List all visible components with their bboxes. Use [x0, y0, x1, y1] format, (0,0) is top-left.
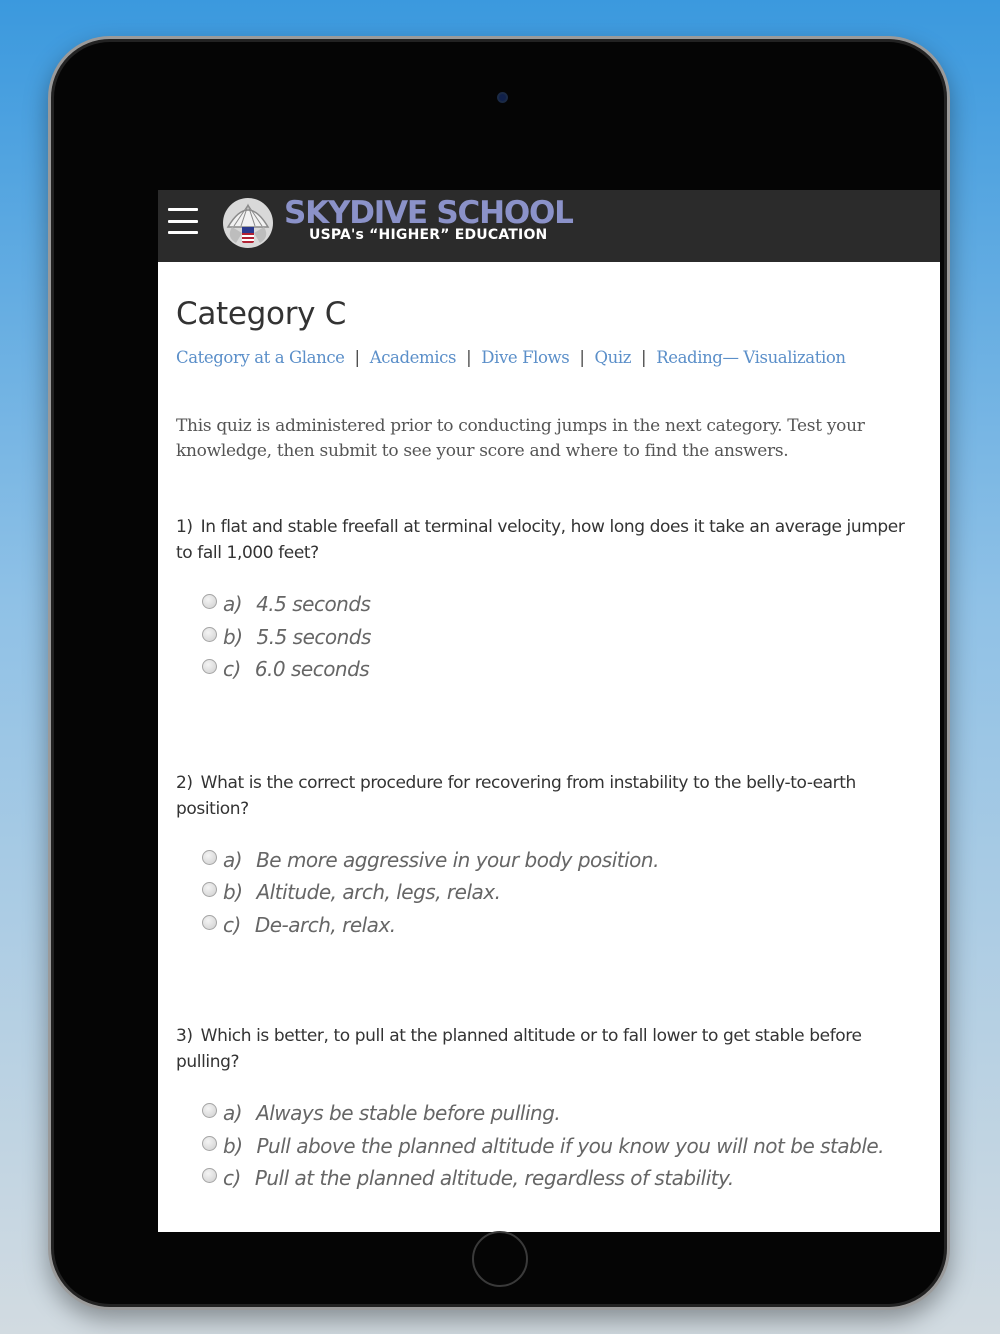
quiz-intro: This quiz is administered prior to conducting jumps in the next category. Test your knowledge, then submit to see your score and where to find the answers. [176, 416, 865, 461]
answer-option[interactable] [202, 621, 922, 654]
radio-button[interactable] [202, 1168, 217, 1183]
option-letter: c) [223, 657, 241, 681]
option-text: 6.0 seconds [254, 657, 370, 681]
option-text: Pull at the planned altitude, regardless of stability. [254, 1166, 734, 1190]
question-3 [176, 1023, 922, 1195]
answer-option[interactable] [202, 588, 922, 621]
radio-button[interactable] [202, 1136, 217, 1151]
option-letter: a) [223, 1101, 243, 1125]
answer-option[interactable] [202, 653, 922, 686]
answer-options [176, 844, 922, 942]
nav-link-quiz[interactable]: Quiz [594, 348, 632, 367]
radio-button[interactable] [202, 659, 217, 674]
option-letter: b) [223, 1133, 243, 1158]
nav-link-academics[interactable]: Academics [369, 348, 457, 367]
question-text [176, 514, 922, 566]
question-body: In flat and stable freefall at terminal velocity, how long does it take an average jumper to fall 1,000 feet? [176, 517, 905, 563]
question-text [176, 770, 922, 822]
logo-subtitle: USPA's “HIGHER” EDUCATION [309, 227, 548, 243]
answer-option[interactable] [202, 876, 922, 909]
option-letter: c) [223, 912, 241, 937]
camera-icon [497, 92, 508, 103]
answer-options [176, 588, 922, 686]
nav-separator: | [354, 348, 360, 367]
nav-separator: | [641, 348, 647, 367]
screen [158, 190, 940, 1232]
answer-option[interactable] [202, 1097, 922, 1130]
nav-separator: | [579, 348, 585, 367]
question-number: 2) [176, 772, 193, 793]
option-text: De-arch, relax. [254, 912, 396, 937]
option-letter: a) [223, 592, 243, 616]
option-text: Pull above the planned altitude if you know you will not be stable. [256, 1133, 885, 1158]
question-1 [176, 514, 922, 686]
question-number: 1) [176, 517, 193, 537]
option-letter: c) [223, 1166, 241, 1190]
nav-link-reading-visualization[interactable]: Reading— Visualization [656, 348, 846, 367]
answer-option[interactable] [202, 1130, 922, 1163]
option-letter: a) [223, 847, 243, 872]
question-body: Which is better, to pull at the planned altitude or to fall lower to get stable before pulling? [176, 1026, 862, 1072]
option-text: Be more aggressive in your body position. [256, 847, 659, 872]
option-text: 4.5 seconds [256, 592, 371, 616]
radio-button[interactable] [202, 850, 217, 865]
question-2 [176, 770, 922, 942]
radio-button[interactable] [202, 882, 217, 897]
nav-link-dive-flows[interactable]: Dive Flows [481, 348, 570, 367]
skydive-badge-logo[interactable] [222, 197, 274, 249]
home-button[interactable] [472, 1231, 528, 1287]
tablet-frame [48, 36, 950, 1310]
option-text: Always be stable before pulling. [256, 1101, 561, 1125]
question-body: What is the correct procedure for recovering from instability to the belly-to-earth position? [176, 772, 856, 819]
category-nav [176, 348, 922, 367]
page-title: Category C [176, 296, 347, 332]
nav-separator: | [466, 348, 472, 367]
radio-button[interactable] [202, 1103, 217, 1118]
question-text [176, 1023, 922, 1075]
main-content [158, 262, 940, 1195]
answer-option[interactable] [202, 844, 922, 877]
question-number: 3) [176, 1026, 193, 1046]
menu-icon[interactable] [168, 206, 198, 236]
option-text: 5.5 seconds [256, 624, 371, 649]
answer-option[interactable] [202, 909, 922, 942]
radio-button[interactable] [202, 594, 217, 609]
radio-button[interactable] [202, 915, 217, 930]
answer-options [176, 1097, 922, 1195]
option-letter: b) [223, 624, 243, 649]
radio-button[interactable] [202, 627, 217, 642]
logo-title[interactable]: SKYDIVE SCHOOL [284, 195, 573, 231]
option-letter: b) [223, 880, 243, 904]
site-header [158, 190, 940, 262]
nav-link-category-at-a-glance[interactable]: Category at a Glance [176, 348, 345, 367]
option-text: Altitude, arch, legs, relax. [256, 880, 501, 904]
answer-option[interactable] [202, 1162, 922, 1195]
